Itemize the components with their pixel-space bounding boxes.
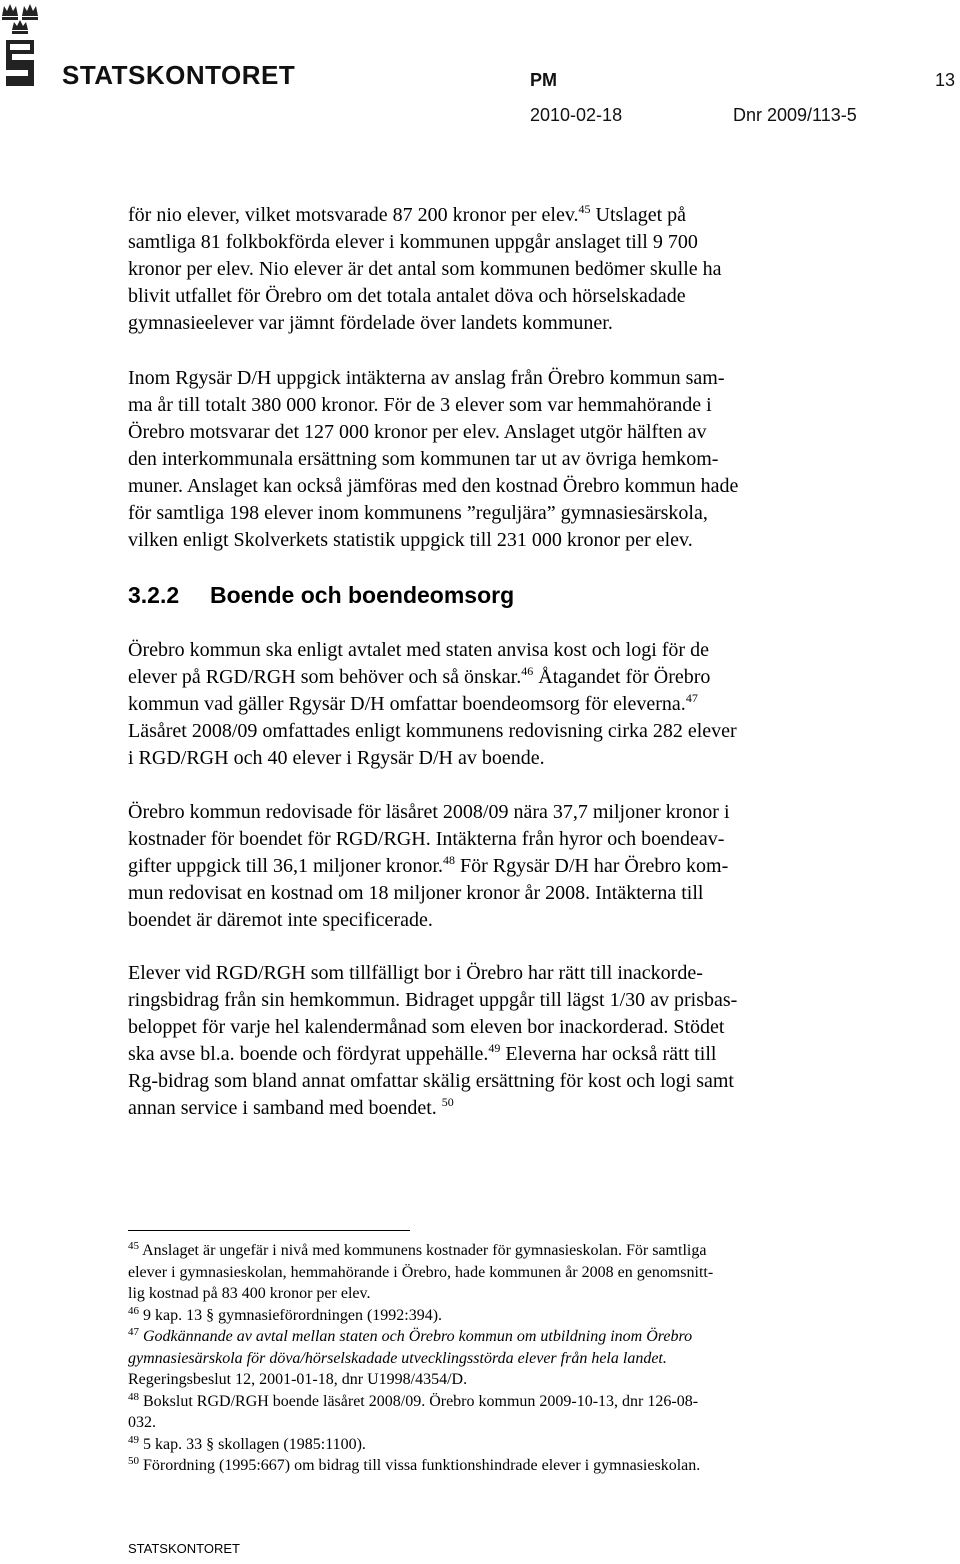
- footnote-45: [128, 1240, 848, 1305]
- text-line: [128, 853, 848, 880]
- text-run: För Rgysär D/H har Örebro kom-: [454, 855, 729, 877]
- text-line: [128, 446, 848, 473]
- footnote-46: [128, 1305, 848, 1327]
- footnote-line: [128, 1412, 848, 1434]
- text-line: [128, 745, 848, 772]
- text-run: för samtliga 198 elever inom kommunens ”reguljära” gymnasiesärskola,: [128, 502, 708, 524]
- text-run: Rg-bidrag som bland annat omfattar skälig ersättning för kost och logi samt: [128, 1070, 734, 1092]
- text-run: Inom Rgysär D/H uppgick intäkterna av anslag från Örebro kommun sam-: [128, 367, 725, 389]
- text-run: beloppet för varje hel kalendermånad som eleven bor inackorderad. Stödet: [128, 1016, 725, 1038]
- text-line: [128, 987, 848, 1014]
- footnote-ref: 49: [488, 1041, 501, 1055]
- footnote-number: 49: [128, 1433, 139, 1446]
- text-line: [128, 1014, 848, 1041]
- footnote-line: [128, 1434, 848, 1456]
- text-run: kostnader för boendet för RGD/RGH. Intäkterna från hyror och boendeav-: [128, 828, 725, 850]
- footnote-ref: 45: [578, 202, 591, 216]
- footnote-text: Godkännande av avtal mellan staten och Örebro kommun om utbildning inom Örebro: [143, 1328, 693, 1345]
- text-line: [128, 527, 848, 554]
- text-line: [128, 1068, 848, 1095]
- text-run: ma år till totalt 380 000 kronor. För de 3 elever som var hemmahörande i: [128, 394, 712, 416]
- text-line: [128, 1041, 848, 1068]
- footnote-text: 5 kap. 33 § skollagen (1985:1100).: [143, 1435, 366, 1453]
- text-run: Örebro kommun ska enligt avtalet med staten anvisa kost och logi för de: [128, 639, 709, 661]
- footnote-number: 50: [128, 1455, 139, 1467]
- text-line: [128, 473, 848, 500]
- footnote-line: [128, 1391, 848, 1413]
- footnote-number: 48: [128, 1390, 139, 1403]
- text-line: [128, 419, 848, 446]
- text-run: ska avse bl.a. boende och fördyrat uppehälle.: [128, 1043, 489, 1065]
- footnote-ref: 48: [442, 853, 455, 867]
- doc-dnr: Dnr 2009/113-5: [733, 105, 857, 125]
- footnote-line: [128, 1240, 848, 1262]
- text-line: [128, 799, 848, 826]
- text-line: [128, 664, 848, 691]
- text-run: mun redovisat en kostnad om 18 miljoner kronor år 2008. Intäkterna till: [128, 882, 704, 904]
- text-run: i RGD/RGH och 40 elever i Rgysär D/H av boende.: [128, 747, 545, 769]
- text-line: [128, 283, 848, 310]
- text-run: gifter uppgick till 36,1 miljoner kronor.: [128, 855, 443, 877]
- footnotes: [128, 1240, 848, 1477]
- text-line: [128, 310, 848, 337]
- text-run: kronor per elev. Nio elever är det antal som kommunen bedömer skulle ha: [128, 258, 722, 280]
- paragraph: [128, 637, 848, 772]
- paragraph: [128, 799, 848, 934]
- text-run: Elever vid RGD/RGH som tillfälligt bor i Örebro har rätt till inackorde-: [128, 962, 703, 984]
- footnote-line: [128, 1283, 848, 1305]
- footnote-text: gymnasiesärskola för döva/hörselskadade utvecklingsstörda elever från hela landet.: [128, 1349, 667, 1367]
- text-line: [128, 392, 848, 419]
- section-title: Boende och boendeomsorg: [210, 582, 515, 608]
- text-line: [128, 229, 848, 256]
- footer-org-name: STATSKONTORET: [128, 1541, 240, 1556]
- footnote-number: 45: [128, 1240, 139, 1252]
- footnote-49: [128, 1434, 848, 1456]
- footnote-48: [128, 1391, 848, 1434]
- text-run: den interkommunala ersättning som kommunen tar ut av övriga hemkom-: [128, 448, 719, 470]
- text-run: kommun vad gäller Rgysär D/H omfattar boendeomsorg för eleverna.: [128, 693, 686, 715]
- text-line: [128, 718, 848, 745]
- crown-emblem-icon: [0, 0, 60, 90]
- text-run: annan service i samband med boendet.: [128, 1097, 442, 1119]
- footnote-divider: [128, 1230, 410, 1231]
- footnote-line: [128, 1305, 848, 1327]
- text-line: [128, 907, 848, 934]
- footnote-47: [128, 1326, 848, 1391]
- section-heading: [128, 582, 514, 609]
- text-line: [128, 691, 848, 718]
- text-line: [128, 826, 848, 853]
- text-line: [128, 637, 848, 664]
- section-number: 3.2.2: [128, 582, 180, 608]
- text-run: samtliga 81 folkbokförda elever i kommunen uppgår anslaget till 9 700: [128, 231, 698, 253]
- footnote-text: lig kostnad på 83 400 kronor per elev.: [128, 1285, 371, 1302]
- footnote-line: [128, 1369, 848, 1391]
- text-run: för nio elever, vilket motsvarade 87 200 kronor per elev.: [128, 204, 579, 226]
- footnote-line: [128, 1262, 848, 1284]
- footnote-ref: 46: [521, 664, 534, 678]
- doc-date: 2010-02-18: [530, 105, 623, 125]
- text-line: [128, 500, 848, 527]
- text-line: [128, 256, 848, 283]
- text-line: [128, 365, 848, 392]
- text-run: ringsbidrag från sin hemkommun. Bidraget uppgår till lägst 1/30 av prisbas-: [128, 989, 738, 1011]
- statskontoret-logo: [0, 0, 300, 90]
- text-run: Örebro kommun redovisade för läsåret 2008/09 nära 37,7 miljoner kronor i: [128, 801, 730, 823]
- text-run: Örebro motsvarar det 127 000 kronor per elev. Anslaget utgör hälften av: [128, 421, 707, 443]
- text-run: gymnasieelever var jämnt fördelade över landets kommuner.: [128, 312, 613, 334]
- footnote-ref: 50: [441, 1095, 454, 1109]
- footnote-text: elever i gymnasieskolan, hemmahörande i Örebro, hade kommunen år 2008 en genomsnitt-: [128, 1263, 714, 1281]
- text-run: boendet är däremot inte specificerade.: [128, 909, 433, 931]
- text-line: [128, 202, 848, 229]
- text-line: [128, 960, 848, 987]
- text-line: [128, 880, 848, 907]
- footnote-line: [128, 1326, 848, 1348]
- text-run: Eleverna har också rätt till: [500, 1043, 717, 1065]
- footnote-line: [128, 1455, 848, 1477]
- text-run: Åtagandet för Örebro: [533, 666, 711, 688]
- doc-type: PM: [530, 70, 557, 90]
- footnote-line: [128, 1348, 848, 1370]
- paragraph: [128, 365, 848, 554]
- text-run: muner. Anslaget kan också jämföras med den kostnad Örebro kommun hade: [128, 475, 739, 497]
- footnote-number: 47: [128, 1326, 139, 1338]
- paragraph: [128, 202, 848, 337]
- text-line: [128, 1095, 848, 1122]
- footnote-ref: 47: [685, 691, 698, 705]
- footnote-text: Bokslut RGD/RGH boende läsåret 2008/09. Örebro kommun 2009-10-13, dnr 126-08-: [143, 1392, 699, 1410]
- text-run: blivit utfallet för Örebro om det totala antalet döva och hörselskadade: [128, 285, 686, 307]
- footnote-text: 9 kap. 13 § gymnasieförordningen (1992:394).: [143, 1306, 443, 1324]
- paragraph: [128, 960, 848, 1122]
- footnote-text: Förordning (1995:667) om bidrag till vissa funktionshindrade elever i gymnasieskolan.: [143, 1457, 701, 1474]
- footnote-text: Anslaget är ungefär i nivå med kommunens kostnader för gymnasieskolan. För samtliga: [142, 1242, 707, 1259]
- footnote-text: Regeringsbeslut 12, 2001-01-18, dnr U1998/4354/D.: [128, 1371, 468, 1388]
- text-run: elever på RGD/RGH som behöver och så önskar.: [128, 666, 522, 688]
- page-number: 13: [935, 70, 956, 90]
- footnote-text: 032.: [128, 1414, 156, 1431]
- org-name: STATSKONTORET: [62, 60, 296, 90]
- text-run: Utslaget på: [590, 204, 687, 226]
- footnote-number: 46: [128, 1304, 139, 1317]
- text-run: vilken enligt Skolverkets statistik uppgick till 231 000 kronor per elev.: [128, 529, 693, 551]
- text-run: Läsåret 2008/09 omfattades enligt kommunens redovisning cirka 282 elever: [128, 720, 737, 742]
- footnote-50: [128, 1455, 848, 1477]
